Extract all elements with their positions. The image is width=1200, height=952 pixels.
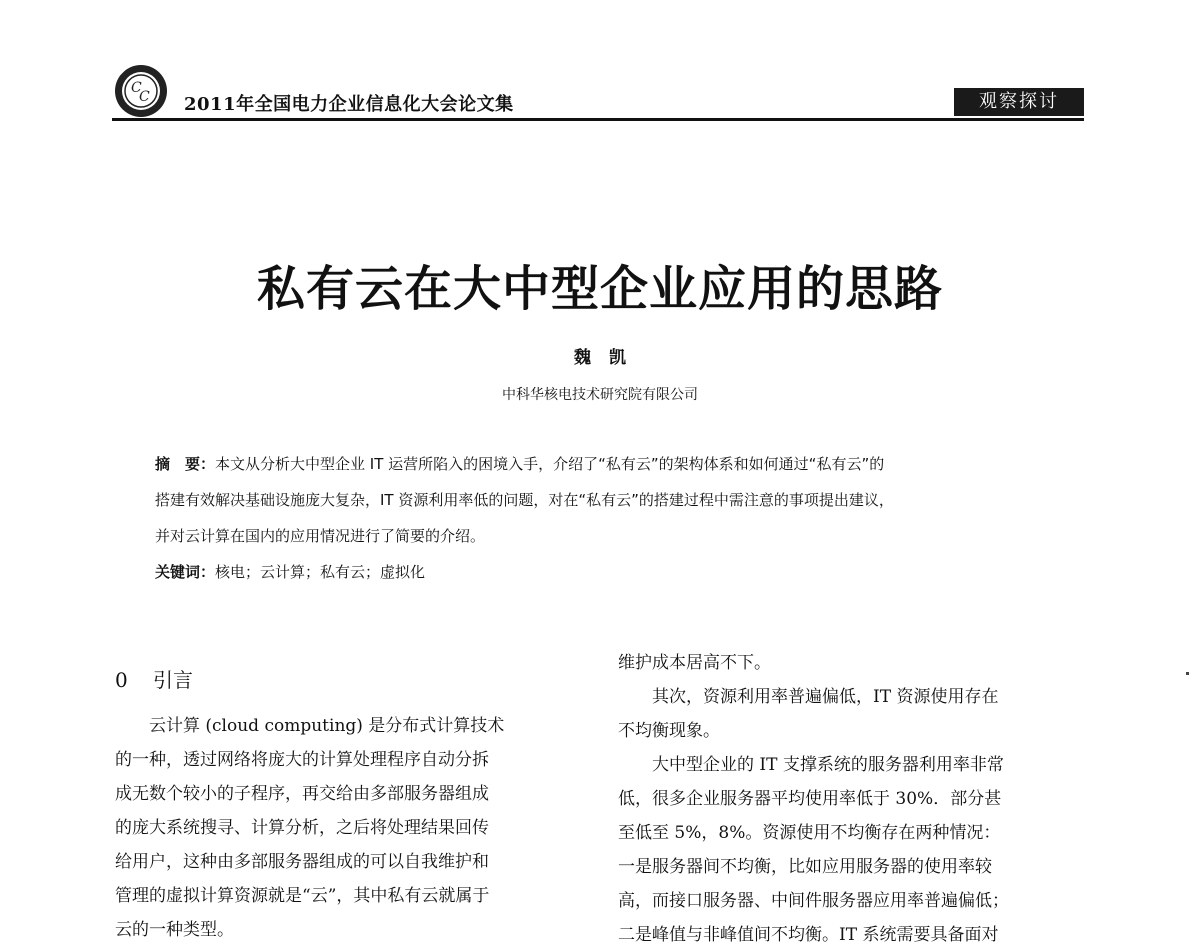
conference-logo [112, 62, 170, 120]
section-heading [115, 663, 585, 697]
paragraph-line: 云的一种类型。 [115, 920, 234, 940]
header-rule [112, 118, 1084, 121]
paragraph-line: 云计算 (cloud computing) 是分布式计算技术 [149, 716, 505, 736]
paragraph-line: 低，很多企业服务器平均使用率低于 30%．部分甚 [618, 789, 1002, 809]
abstract-line: 并对云计算在国内的应用情况进行了简要的介绍。 [155, 527, 486, 545]
paragraph-line: 给用户，这种由多部服务器组成的可以自我维护和 [115, 852, 489, 872]
paragraph-line: 的一种，透过网络将庞大的计算处理程序自动分拆 [115, 750, 489, 770]
abstract-label: 摘 要： [155, 455, 216, 473]
logo-letter-c1: C [131, 80, 142, 96]
paragraph-line: 成无数个较小的子程序，再交给由多部服务器组成 [115, 784, 489, 804]
keywords-text: 核电；云计算；私有云；虚拟化 [215, 563, 426, 581]
paragraph-line: 管理的虚拟计算资源就是“云”，其中私有云就属于 [115, 886, 490, 906]
body-column-left [115, 645, 585, 947]
author-affiliation: 中科华核电技术研究院有限公司 [502, 387, 698, 403]
scan-mark [1186, 672, 1189, 675]
journal-header [112, 62, 1084, 124]
abstract-line [155, 446, 1085, 482]
keywords-label: 关键词： [155, 563, 216, 581]
section-number: 0 [115, 668, 128, 692]
section-badge: 观察探讨 [954, 88, 1084, 116]
abstract-line: 搭建有效解决基础设施庞大复杂，IT 资源利用率低的问题，对在“私有云”的搭建过程中需注意的事项提出建议， [155, 491, 894, 509]
paragraph-line: 至低至 5%，8%。资源使用不均衡存在两种情况： [618, 823, 1001, 843]
paragraph-line: 一是服务器间不均衡，比如应用服务器的使用率较 [618, 857, 992, 877]
journal-title: 2011年全国电力企业信息化大会论文集 [184, 94, 514, 115]
logo-letter-c2: C [139, 89, 150, 105]
abstract-block [155, 446, 1085, 590]
author-name: 魏凯 [574, 348, 644, 368]
paragraph-line: 大中型企业的 IT 支撑系统的服务器利用率非常 [652, 755, 1004, 775]
paragraph-line: 不均衡现象。 [618, 721, 720, 741]
body-column-right [618, 646, 1088, 952]
paragraph-line: 高，而接口服务器、中间件服务器应用率普遍偏低； [618, 891, 1009, 911]
paragraph-line: 的庞大系统搜寻、计算分析，之后将处理结果回传 [115, 818, 489, 838]
paper-title: 私有云在大中型企业应用的思路 [256, 261, 943, 317]
abstract-text: 本文从分析大中型企业 IT 运营所陷入的困境入手，介绍了“私有云”的架构体系和如何通过“私有云”的 [215, 455, 885, 473]
paragraph-line: 维护成本居高不下。 [618, 653, 771, 673]
section-title: 引言 [153, 668, 193, 692]
keywords-line [155, 554, 1085, 590]
paragraph-line: 二是峰值与非峰值间不均衡。IT 系统需要具备面对 [618, 925, 999, 945]
paragraph-line: 其次，资源利用率普遍偏低，IT 资源使用存在 [652, 687, 999, 707]
